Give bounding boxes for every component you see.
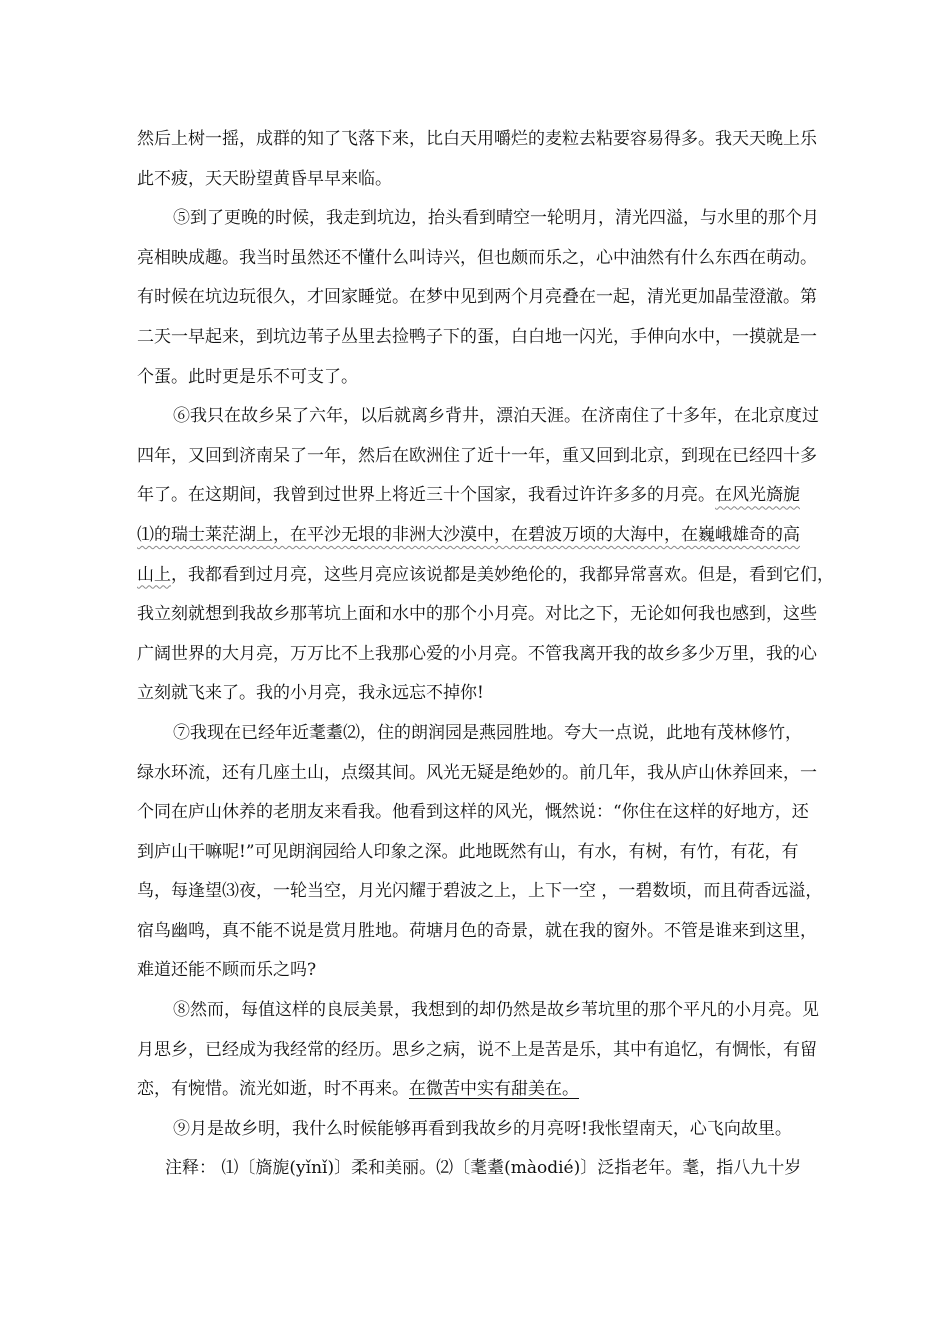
- text-run: 恋，有惋惜。流光如逝，时不再来。: [137, 1079, 409, 1100]
- text-line: [137, 1149, 827, 1189]
- article-text: [137, 120, 834, 1189]
- text-run: ⑦我现在已经年近耄耋⑵，住的朗润园是燕园胜地。夸大一点说，此地有茂林修竹，: [173, 722, 802, 743]
- text-line: [137, 674, 827, 714]
- text-line: [137, 278, 827, 318]
- text-line: [137, 199, 827, 239]
- text-line: [137, 951, 827, 991]
- text-line: [137, 1031, 827, 1071]
- text-run: 月思乡，已经成为我经常的经历。思乡之病，说不上是苦是乐，其中有追忆，有惆怅，有留: [137, 1039, 817, 1060]
- text-line: [137, 476, 827, 516]
- text-run: 绿水环流，还有几座土山，点缀其间。风光无疑是绝妙的。前几年，我从庐山休养回来，一: [137, 762, 817, 783]
- text-line: [137, 358, 827, 398]
- text-line: [137, 397, 827, 437]
- text-line: [137, 318, 827, 358]
- text-line: [137, 912, 827, 952]
- text-line: [137, 714, 827, 754]
- text-line: [137, 1110, 827, 1150]
- text-line: [137, 516, 827, 556]
- text-line: [137, 872, 827, 912]
- text-line: [137, 833, 827, 873]
- wavy-underlined-text: 在风光旖旎: [715, 485, 800, 506]
- text-run: 然后上树一摇，成群的知了飞落下来，比白天用嚼烂的麦粒去粘要容易得多。我天天晚上乐: [137, 129, 817, 149]
- text-line: [137, 595, 827, 635]
- text-run: 难道还能不顾而乐之吗?: [137, 960, 317, 981]
- text-run: 我立刻就想到我故乡那苇坑上面和水中的那个小月亮。对比之下，无论如何我也感到，这些: [137, 604, 817, 625]
- text-line: [137, 437, 827, 477]
- text-run: ⑧然而，每值这样的良辰美景，我想到的却仍然是故乡苇坑里的那个平凡的小月亮。见: [173, 1000, 819, 1021]
- text-line: [137, 793, 827, 833]
- text-line: [137, 120, 827, 160]
- text-line: [137, 556, 834, 596]
- text-run: 注释： ⑴〔旖旎(yǐnǐ)〕柔和美丽。⑵〔耄耋(màodié)〕泛指老年。耄，指八九十岁: [165, 1158, 802, 1179]
- text-line: [137, 160, 827, 200]
- text-run: 二天一早起来，到坑边苇子丛里去捡鸭子下的蛋，白白地一闪光，手伸向水中，一摸就是一: [137, 326, 817, 347]
- text-line: [137, 635, 827, 675]
- underlined-text: 在微苦中实有甜美在。: [409, 1079, 579, 1100]
- text-run: 有时候在坑边玩很久，才回家睡觉。在梦中见到两个月亮叠在一起，清光更加晶莹澄澈。第: [137, 287, 817, 308]
- wavy-underlined-text: 山上: [137, 564, 171, 585]
- text-run: 到庐山干嘛呢!”可见朗润园给人印象之深。此地既然有山，有水，有树，有竹，有花，有: [137, 841, 799, 862]
- text-line: [137, 239, 827, 279]
- text-run: ⑥我只在故乡呆了六年，以后就离乡背井，漂泊天涯。在济南住了十多年，在北京度过: [173, 406, 819, 427]
- text-run: 宿鸟幽鸣，真不能不说是赏月胜地。荷塘月色的奇景，就在我的窗外。不管是谁来到这里，: [137, 920, 817, 941]
- text-run: 亮相映成趣。我当时虽然还不懂什么叫诗兴，但也颇而乐之，心中油然有什么东西在萌动。: [137, 247, 817, 268]
- text-run: 广阔世界的大月亮，万万比不上我那心爱的小月亮。不管我离开我的故乡多少万里，我的心: [137, 643, 817, 664]
- wavy-underlined-text: ⑴的瑞士莱茫湖上，在平沙无垠的非洲大沙漠中，在碧波万顷的大海中，在巍峨雄奇的高: [137, 524, 800, 545]
- text-run: ，我都看到过月亮，这些月亮应该说都是美妙绝伦的，我都异常喜欢。但是，看到它们，: [171, 564, 834, 585]
- text-run: 四年，又回到济南呆了一年，然后在欧洲住了近十一年，重又回到北京，到现在已经四十多: [137, 445, 817, 466]
- text-run: ⑨月是故乡明，我什么时候能够再看到我故乡的月亮呀!我怅望南天，心飞向故里。: [173, 1118, 792, 1139]
- text-run: ⑤到了更晚的时候，我走到坑边，抬头看到晴空一轮明月，清光四溢，与水里的那个月: [173, 208, 819, 229]
- text-run: 立刻就飞来了。我的小月亮，我永远忘不掉你!: [137, 683, 484, 704]
- text-line: [137, 1070, 827, 1110]
- text-run: 鸟，每逢望⑶夜，一轮当空，月光闪耀于碧波之上，上下一空 ，一碧数顷，而且荷香远溢，: [137, 881, 823, 902]
- text-run: 此不疲，天天盼望黄昏早早来临。: [137, 168, 392, 189]
- text-run: 个蛋。此时更是乐不可支了。: [137, 366, 358, 387]
- text-run: 年了。在这期间，我曾到过世界上将近三十个国家，我看过许许多多的月亮。: [137, 485, 715, 506]
- text-line: [137, 754, 827, 794]
- text-line: [137, 991, 827, 1031]
- text-run: 个同在庐山休养的老朋友来看我。他看到这样的风光，慨然说：“你住在这样的好地方，还: [137, 802, 809, 823]
